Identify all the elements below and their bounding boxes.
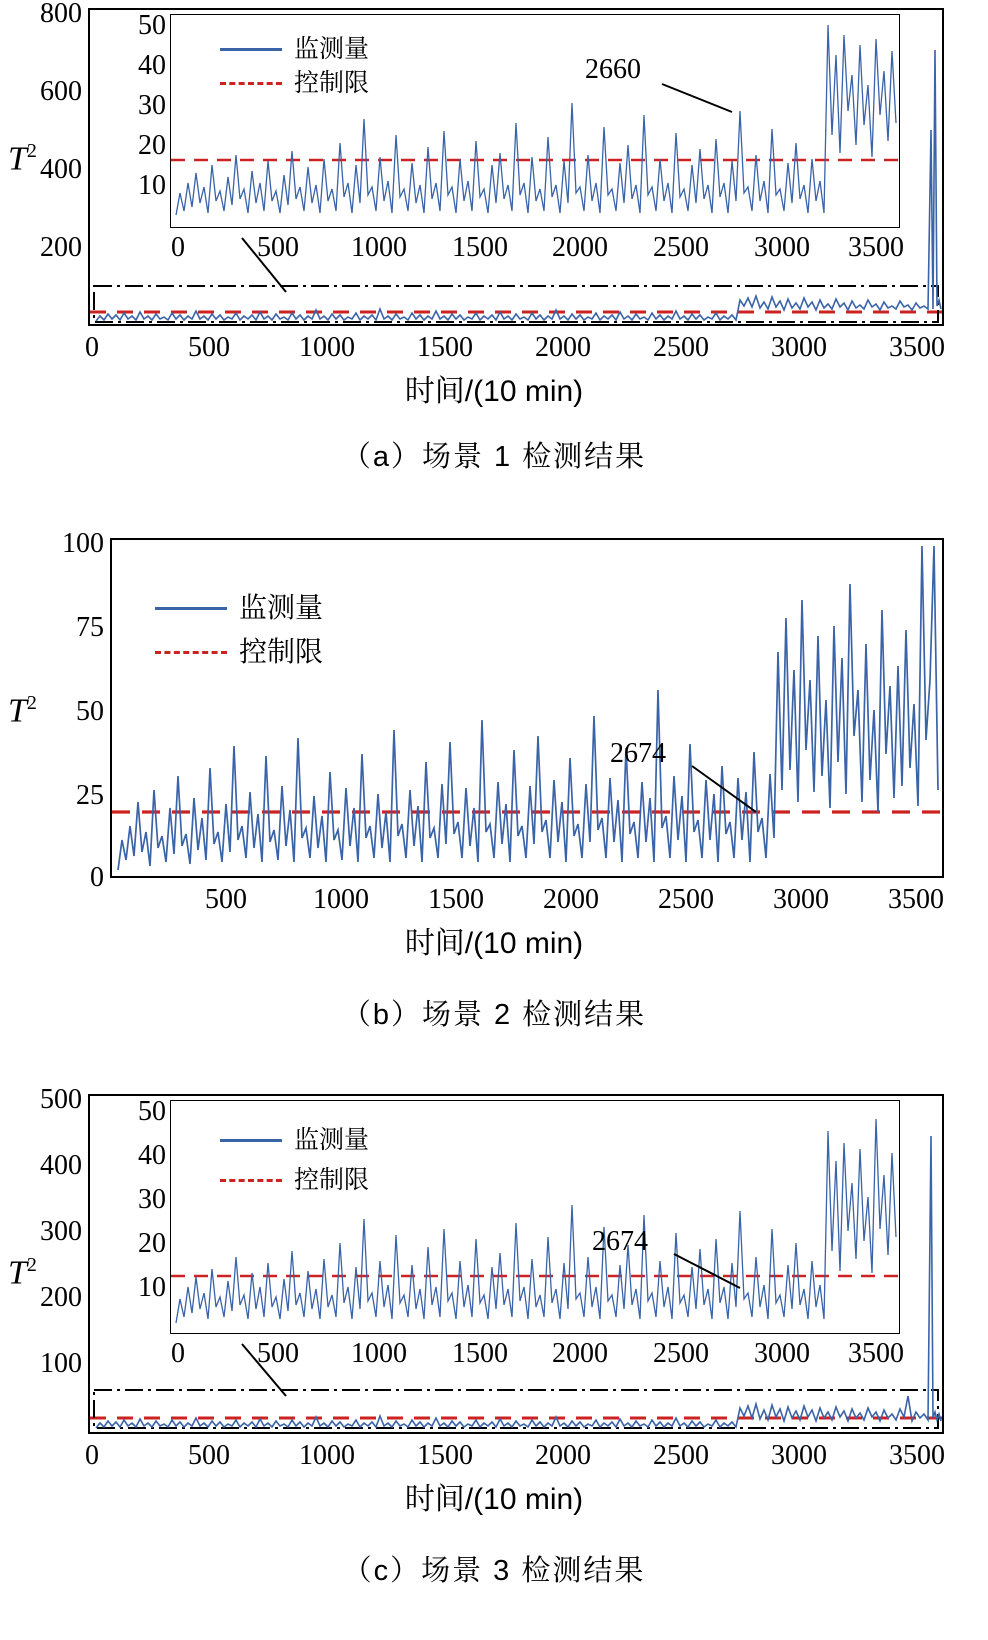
panel-a-inset-ytick-10: 10 xyxy=(138,170,166,201)
panel-b-ytick-50: 50 xyxy=(76,696,104,727)
panel-b-annotation-leader xyxy=(690,762,770,818)
panel-b-xtick-2500: 2500 xyxy=(658,884,714,915)
panel-a-xtick-1000: 1000 xyxy=(299,332,355,363)
panel-b xyxy=(0,530,988,1040)
legend-line-dashed-icon xyxy=(155,651,227,654)
panel-a-xtick-2000: 2000 xyxy=(535,332,591,363)
panel-b-xtick-1500: 1500 xyxy=(428,884,484,915)
panel-c-inset-ytick-40: 40 xyxy=(138,1140,166,1171)
panel-a xyxy=(0,0,988,480)
panel-a-xtick-2500: 2500 xyxy=(653,332,709,363)
panel-c-legend-item-0 xyxy=(220,1120,369,1160)
panel-c-ytick-400: 400 xyxy=(40,1150,82,1181)
panel-c-inset-xtick-3000: 3000 xyxy=(754,1338,810,1369)
panel-a-inset-ytick-20: 20 xyxy=(138,130,166,161)
panel-c-x-axis-label: 时间/(10 min) xyxy=(404,1483,584,1516)
panel-b-legend-item-1 xyxy=(155,630,323,674)
panel-a-legend-label-1: 控制限 xyxy=(294,68,370,97)
panel-c-inset-xtick-0: 0 xyxy=(171,1338,185,1369)
panel-a-xtick-500: 500 xyxy=(188,332,230,363)
panel-c-y-axis-label: $T^2$ xyxy=(8,1254,37,1292)
panel-a-legend-item-1 xyxy=(220,66,369,100)
panel-c-ytick-200: 200 xyxy=(40,1282,82,1313)
legend-line-solid-icon xyxy=(220,48,282,51)
panel-a-ytick-400: 400 xyxy=(40,154,82,185)
panel-a-inset-xtick-1500: 1500 xyxy=(452,232,508,263)
panel-a-inset-xtick-0: 0 xyxy=(171,232,185,263)
panel-a-inset-xtick-2500: 2500 xyxy=(653,232,709,263)
panel-c-ytick-100: 100 xyxy=(40,1348,82,1379)
panel-c-inset-ytick-50: 50 xyxy=(138,1096,166,1127)
panel-c-xtick-0: 0 xyxy=(85,1440,99,1471)
panel-a-ytick-200: 200 xyxy=(40,232,82,263)
panel-a-annotation-2660: 2660 xyxy=(585,54,641,85)
panel-a-xtick-1500: 1500 xyxy=(417,332,473,363)
panel-a-xtick-0: 0 xyxy=(85,332,99,363)
panel-c-inset-xtick-2000: 2000 xyxy=(552,1338,608,1369)
panel-a-inset-xtick-500: 500 xyxy=(257,232,299,263)
panel-c-inset-xtick-2500: 2500 xyxy=(653,1338,709,1369)
panel-b-xtick-3000: 3000 xyxy=(773,884,829,915)
panel-c-xtick-1500: 1500 xyxy=(417,1440,473,1471)
panel-a-legend-item-0 xyxy=(220,32,369,66)
panel-b-y-axis-label: $T^2$ xyxy=(8,692,37,730)
legend-line-solid-icon xyxy=(220,1139,282,1142)
panel-b-legend-label-0: 监测量 xyxy=(239,591,324,623)
panel-c-xtick-2500: 2500 xyxy=(653,1440,709,1471)
panel-b-legend xyxy=(155,586,323,674)
panel-b-xtick-3500: 3500 xyxy=(888,884,944,915)
panel-c-annotation-leader xyxy=(672,1250,752,1294)
panel-b-ytick-75: 75 xyxy=(76,612,104,643)
panel-a-ytick-800: 800 xyxy=(40,0,82,29)
panel-a-inset-xtick-3500: 3500 xyxy=(848,232,904,263)
panel-a-inset-ytick-40: 40 xyxy=(138,50,166,81)
panel-b-xtick-2000: 2000 xyxy=(543,884,599,915)
panel-c-inset-xtick-1000: 1000 xyxy=(351,1338,407,1369)
panel-c-inset-ytick-10: 10 xyxy=(138,1272,166,1303)
panel-a-y-axis-label: $T^2$ xyxy=(8,140,37,178)
panel-c-xtick-500: 500 xyxy=(188,1440,230,1471)
panel-c xyxy=(0,1086,988,1626)
panel-c-caption: （c）场景 3 检测结果 xyxy=(342,1555,646,1587)
panel-a-inset-ytick-50: 50 xyxy=(138,10,166,41)
panel-a-xtick-3000: 3000 xyxy=(771,332,827,363)
panel-b-legend-item-0 xyxy=(155,586,323,630)
panel-c-annotation-2674: 2674 xyxy=(592,1226,648,1257)
panel-c-legend xyxy=(220,1120,369,1200)
panel-b-ytick-100: 100 xyxy=(62,528,104,559)
panel-b-caption: （b）场景 2 检测结果 xyxy=(341,999,647,1031)
panel-a-inset-ytick-30: 30 xyxy=(138,90,166,121)
panel-c-ytick-300: 300 xyxy=(40,1216,82,1247)
panel-c-xtick-3000: 3000 xyxy=(771,1440,827,1471)
panel-a-legend-label-0: 监测量 xyxy=(294,34,370,63)
panel-a-inset-xtick-3000: 3000 xyxy=(754,232,810,263)
panel-a-legend xyxy=(220,32,369,100)
panel-c-xtick-1000: 1000 xyxy=(299,1440,355,1471)
legend-line-dashed-icon xyxy=(220,1179,282,1182)
panel-c-legend-label-1: 控制限 xyxy=(294,1165,370,1194)
panel-b-xtick-500: 500 xyxy=(205,884,247,915)
panel-c-xtick-3500: 3500 xyxy=(889,1440,945,1471)
panel-c-legend-item-1 xyxy=(220,1160,369,1200)
panel-c-inset-xtick-3500: 3500 xyxy=(848,1338,904,1369)
panel-c-inset-xtick-500: 500 xyxy=(257,1338,299,1369)
panel-c-legend-label-0: 监测量 xyxy=(294,1125,370,1154)
panel-a-ytick-600: 600 xyxy=(40,76,82,107)
panel-b-x-axis-label: 时间/(10 min) xyxy=(404,927,584,960)
panel-a-xtick-3500: 3500 xyxy=(889,332,945,363)
panel-a-x-axis-label: 时间/(10 min) xyxy=(404,375,584,408)
panel-c-inset-ytick-20: 20 xyxy=(138,1228,166,1259)
panel-b-ytick-25: 25 xyxy=(76,780,104,811)
panel-c-ytick-500: 500 xyxy=(40,1084,82,1115)
legend-line-solid-icon xyxy=(155,607,227,610)
panel-a-inset-xtick-2000: 2000 xyxy=(552,232,608,263)
panel-b-xtick-1000: 1000 xyxy=(313,884,369,915)
panel-a-caption: （a）场景 1 检测结果 xyxy=(341,441,647,473)
panel-c-xtick-2000: 2000 xyxy=(535,1440,591,1471)
panel-a-inset-xtick-1000: 1000 xyxy=(351,232,407,263)
panel-c-inset-ytick-30: 30 xyxy=(138,1184,166,1215)
panel-b-annotation-2674: 2674 xyxy=(610,738,666,769)
panel-c-inset-xtick-1500: 1500 xyxy=(452,1338,508,1369)
panel-b-legend-label-1: 控制限 xyxy=(239,635,324,667)
panel-b-ytick-0: 0 xyxy=(90,862,104,893)
legend-line-dashed-icon xyxy=(220,82,282,85)
panel-a-annotation-leader xyxy=(660,78,740,118)
